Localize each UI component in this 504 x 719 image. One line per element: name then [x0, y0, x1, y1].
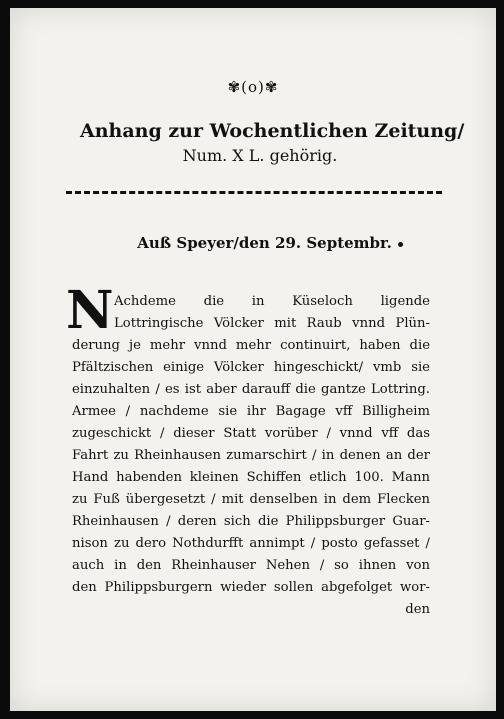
- catchword: den: [405, 602, 430, 617]
- body-line: nison zu dero Nothdurfft annimpt / posto gefasset /: [72, 536, 430, 551]
- body-line: einzuhalten / es ist aber darauff die gantze Lottring.: [72, 382, 430, 397]
- body-line: Achdeme die in Küseloch ligende: [114, 294, 430, 309]
- body-line: zu Fuß übergesetzt / mit denselben in dem Flecken: [72, 492, 430, 507]
- body-line: auch in den Rheinhauser Nehen / so ihnen von: [72, 558, 430, 573]
- dateline-text: Auß Speyer/den 29. Septembr.: [137, 234, 392, 252]
- body-line: Pfältzischen einige Völcker hingeschickt/ vmb sie: [72, 360, 430, 375]
- header-divider: [66, 191, 442, 198]
- header-ornament: ✾(o)✾: [227, 78, 279, 96]
- issue-number: Num. X L. gehörig.: [182, 146, 338, 165]
- body-line: Rheinhausen / deren sich die Philippsburger Guar-: [72, 514, 430, 529]
- body-line: Fahrt zu Rheinhausen zumarschirt / in denen an der: [72, 448, 430, 463]
- body-line: Lottringische Völcker mit Raub vnnd Plün-: [114, 316, 430, 331]
- body-line: derung je mehr vnnd mehr continuirt, haben die: [72, 338, 430, 353]
- dateline-dot: [398, 242, 403, 247]
- body-line: zugeschickt / dieser Statt vorüber / vnnd vff das: [72, 426, 430, 441]
- drop-cap: N: [66, 280, 114, 341]
- body-line: Armee / nachdeme sie ihr Bagage vff Billigheim: [72, 404, 430, 419]
- body-line: Hand habenden kleinen Schiffen etlich 100. Mann: [72, 470, 430, 485]
- newspaper-page: [10, 8, 496, 711]
- body-line: den Philippsburgern wieder sollen abgefolget wor-: [72, 580, 430, 595]
- article-dateline: [120, 233, 420, 253]
- page-title: Anhang zur Wochentlichen Zeitung/: [80, 120, 465, 142]
